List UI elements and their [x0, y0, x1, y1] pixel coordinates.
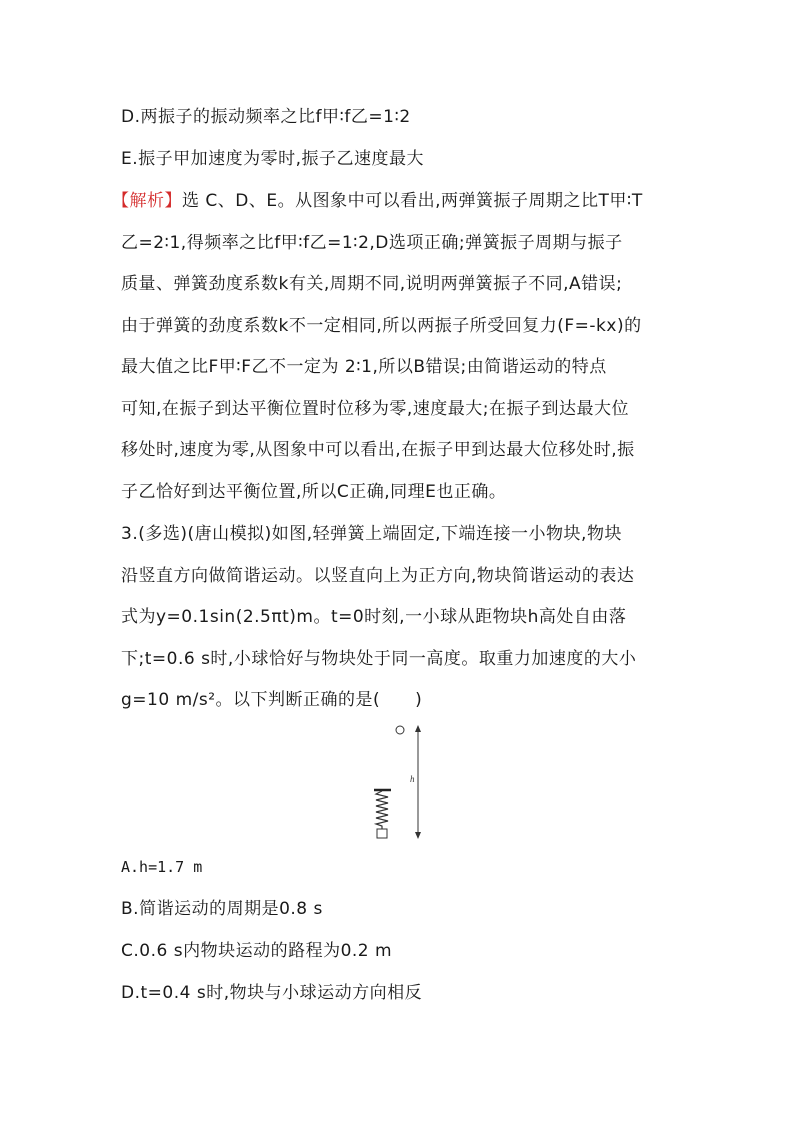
analysis-line-7: 移处时,速度为零,从图象中可以看出,在振子甲到达最大位移处时,振 [121, 440, 635, 460]
option-b: B.简谐运动的周期是0.8 s [121, 899, 323, 919]
h-label: h [410, 774, 415, 784]
question-line-5: g=10 m/s²。以下判断正确的是( ) [121, 690, 423, 710]
h-arrow-bottom [415, 832, 421, 839]
spring [376, 791, 388, 829]
option-a: A.h=1.7 m [121, 858, 203, 876]
line-option-e: E.振子甲加速度为零时,振子乙速度最大 [121, 149, 425, 169]
spring-ball-figure [360, 722, 440, 844]
option-c: C.0.6 s内物块运动的路程为0.2 m [121, 941, 393, 961]
h-arrow-top [415, 725, 421, 732]
line-option-d: D.两振子的振动频率之比f甲∶f乙=1∶2 [121, 107, 411, 127]
question-line-4: 下;t=0.6 s时,小球恰好与物块处于同一高度。取重力加速度的大小 [121, 649, 637, 669]
analysis-line-4: 由于弹簧的劲度系数k不一定相同,所以两振子所受回复力(F=-kx)的 [121, 316, 642, 336]
block [377, 829, 387, 838]
spring-ball-diagram [360, 722, 440, 844]
analysis-line-2: 乙=2∶1,得频率之比f甲∶f乙=1∶2,D选项正确;弹簧振子周期与振子 [121, 233, 623, 253]
ball [396, 726, 404, 734]
analysis-tag: 【解析】 [112, 191, 182, 211]
analysis-line-8: 子乙恰好到达平衡位置,所以C正确,同理E也正确。 [121, 482, 507, 502]
question-line-1: 3.(多选)(唐山模拟)如图,轻弹簧上端固定,下端连接一小物块,物块 [121, 524, 622, 544]
question-line-3: 式为y=0.1sin(2.5πt)m。t=0时刻,一小球从距物块h高处自由落 [121, 607, 627, 627]
analysis-line-3: 质量、弹簧劲度系数k有关,周期不同,说明两弹簧振子不同,A错误; [121, 274, 623, 294]
analysis-line-5: 最大值之比F甲∶F乙不一定为 2∶1,所以B错误;由简谐运动的特点 [121, 357, 607, 377]
analysis-line-1 [112, 190, 643, 212]
option-d: D.t=0.4 s时,物块与小球运动方向相反 [121, 983, 423, 1003]
analysis-text: 选 C、D、E。从图象中可以看出,两弹簧振子周期之比T甲∶T [182, 191, 643, 211]
question-line-2: 沿竖直方向做简谐运动。以竖直向上为正方向,物块简谐运动的表达 [121, 566, 635, 586]
analysis-line-6: 可知,在振子到达平衡位置时位移为零,速度最大;在振子到达最大位 [121, 399, 630, 419]
